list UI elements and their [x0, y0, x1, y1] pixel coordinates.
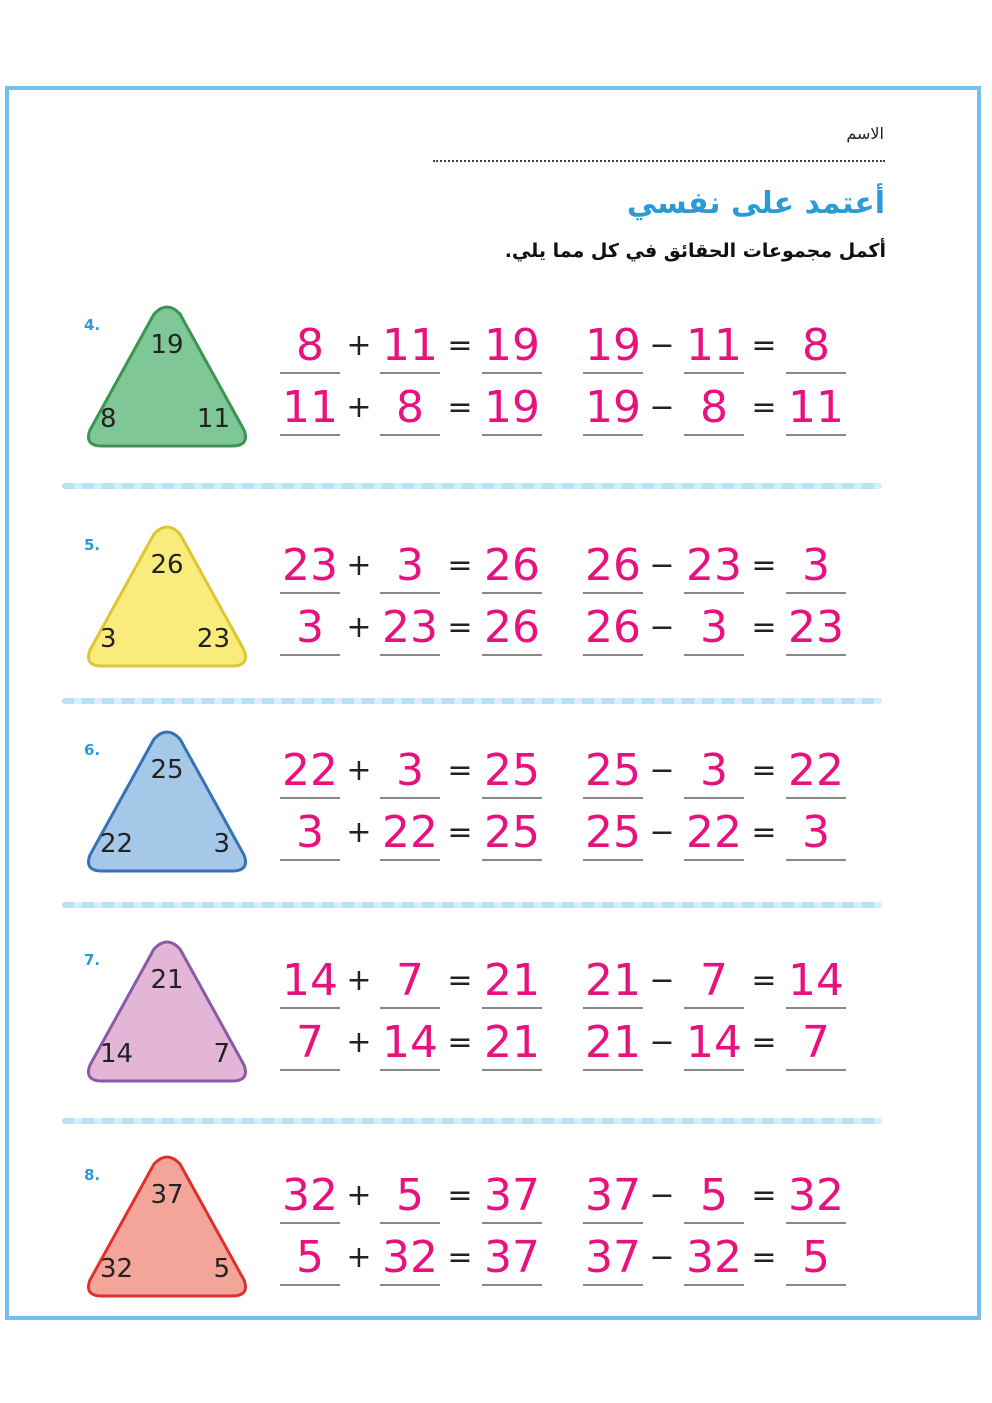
answer-blank[interactable]: 5 [684, 1170, 744, 1224]
section-divider [62, 902, 882, 908]
triangle-right-number: 11 [196, 404, 230, 434]
operator-sign: − [649, 328, 675, 363]
answer-blank[interactable]: 21 [482, 955, 542, 1009]
equation-row [0, 1232, 992, 1290]
answer-blank[interactable]: 11 [380, 320, 440, 374]
answer-blank[interactable]: 8 [786, 320, 846, 374]
operator-sign: = [447, 815, 473, 850]
equation-row [0, 807, 992, 865]
answer-blank[interactable]: 7 [280, 1017, 340, 1071]
operator-sign: − [649, 390, 675, 425]
answer-blank[interactable]: 32 [786, 1170, 846, 1224]
answer-blank[interactable]: 8 [280, 320, 340, 374]
answer-blank[interactable]: 26 [482, 540, 542, 594]
answer-blank[interactable]: 19 [583, 382, 643, 436]
answer-blank[interactable]: 21 [583, 1017, 643, 1071]
triangle-left-number: 3 [100, 624, 117, 654]
answer-blank[interactable]: 8 [684, 382, 744, 436]
triangle-left-number: 8 [100, 404, 117, 434]
section-divider [62, 1118, 882, 1124]
operator-sign: + [346, 610, 372, 645]
answer-blank[interactable]: 37 [583, 1232, 643, 1286]
operator-sign: − [649, 1025, 675, 1060]
section-divider [62, 698, 882, 704]
operator-sign: − [649, 753, 675, 788]
problem-number: 5. [84, 536, 101, 554]
operator-sign: = [751, 548, 777, 583]
problem-number: 4. [84, 316, 101, 334]
answer-blank[interactable]: 3 [380, 540, 440, 594]
operator-sign: = [751, 963, 777, 998]
operator-sign: = [447, 1025, 473, 1060]
triangle-left-number: 32 [100, 1254, 134, 1284]
operator-sign: − [649, 1240, 675, 1275]
operator-sign: = [751, 610, 777, 645]
answer-blank[interactable]: 11 [280, 382, 340, 436]
operator-sign: = [447, 963, 473, 998]
side-copyright-text [937, 955, 949, 1235]
name-label: الاسم [846, 124, 884, 143]
answer-blank[interactable]: 37 [583, 1170, 643, 1224]
answer-blank[interactable]: 5 [380, 1170, 440, 1224]
answer-blank[interactable]: 21 [482, 1017, 542, 1071]
triangle-right-number: 23 [196, 624, 230, 654]
answer-blank[interactable]: 37 [482, 1170, 542, 1224]
operator-sign: + [346, 753, 372, 788]
answer-blank[interactable]: 7 [380, 955, 440, 1009]
answer-blank[interactable]: 14 [684, 1017, 744, 1071]
operator-sign: + [346, 328, 372, 363]
answer-blank[interactable]: 8 [380, 382, 440, 436]
equation-row [0, 602, 992, 660]
answer-blank[interactable]: 22 [684, 807, 744, 861]
answer-blank[interactable]: 3 [380, 745, 440, 799]
section-divider [62, 483, 882, 489]
operator-sign: = [447, 1240, 473, 1275]
problem-number: 6. [84, 741, 101, 759]
operator-sign: = [751, 753, 777, 788]
equation-row [0, 1170, 992, 1228]
operator-sign: = [447, 610, 473, 645]
answer-blank[interactable]: 3 [786, 807, 846, 861]
answer-blank[interactable]: 26 [583, 540, 643, 594]
answer-blank[interactable]: 22 [280, 745, 340, 799]
name-field-line[interactable] [433, 160, 885, 162]
triangle-left-number: 22 [100, 829, 134, 859]
operator-sign: = [751, 390, 777, 425]
answer-blank[interactable]: 25 [583, 807, 643, 861]
operator-sign: + [346, 815, 372, 850]
answer-blank[interactable]: 7 [786, 1017, 846, 1071]
answer-blank[interactable]: 3 [280, 602, 340, 656]
answer-blank[interactable]: 22 [380, 807, 440, 861]
answer-blank[interactable]: 3 [684, 745, 744, 799]
answer-blank[interactable]: 5 [786, 1232, 846, 1286]
operator-sign: = [447, 1178, 473, 1213]
operator-sign: + [346, 1178, 372, 1213]
answer-blank[interactable]: 23 [280, 540, 340, 594]
operator-sign: + [346, 390, 372, 425]
triangle-top-number: 37 [150, 1180, 184, 1210]
answer-blank[interactable]: 19 [482, 382, 542, 436]
instruction-text: أكمل مجموعات الحقائق في كل مما يلي. [504, 240, 886, 262]
operator-sign: = [751, 328, 777, 363]
operator-sign: − [649, 548, 675, 583]
page-title: أعتمد على نفسي [626, 186, 885, 221]
answer-blank[interactable]: 19 [482, 320, 542, 374]
operator-sign: − [649, 963, 675, 998]
triangle-right-number: 7 [213, 1039, 230, 1069]
answer-blank[interactable]: 23 [684, 540, 744, 594]
answer-blank[interactable]: 25 [482, 807, 542, 861]
equation-row [0, 382, 992, 440]
answer-blank[interactable]: 32 [684, 1232, 744, 1286]
answer-blank[interactable]: 21 [583, 955, 643, 1009]
answer-blank[interactable]: 23 [380, 602, 440, 656]
operator-sign: = [447, 753, 473, 788]
equation-row [0, 745, 992, 803]
answer-blank[interactable]: 32 [380, 1232, 440, 1286]
problem-number: 7. [84, 951, 101, 969]
answer-blank[interactable]: 22 [786, 745, 846, 799]
answer-blank[interactable]: 37 [482, 1232, 542, 1286]
equation-row [0, 955, 992, 1013]
triangle-right-number: 3 [213, 829, 230, 859]
operator-sign: + [346, 548, 372, 583]
answer-blank[interactable]: 26 [482, 602, 542, 656]
operator-sign: = [447, 390, 473, 425]
equation-row [0, 320, 992, 378]
answer-blank[interactable]: 25 [583, 745, 643, 799]
equation-row [0, 1017, 992, 1075]
operator-sign: = [751, 1240, 777, 1275]
triangle-left-number: 14 [100, 1039, 134, 1069]
operator-sign: + [346, 1025, 372, 1060]
operator-sign: = [751, 815, 777, 850]
answer-blank[interactable]: 19 [583, 320, 643, 374]
problem-number: 8. [84, 1166, 101, 1184]
operator-sign: = [447, 548, 473, 583]
triangle-right-number: 5 [213, 1254, 230, 1284]
operator-sign: = [751, 1178, 777, 1213]
answer-blank[interactable]: 32 [280, 1170, 340, 1224]
equation-row [0, 540, 992, 598]
triangle-top-number: 25 [150, 755, 184, 785]
triangle-top-number: 19 [150, 330, 184, 360]
answer-blank[interactable]: 3 [280, 807, 340, 861]
answer-blank[interactable]: 11 [684, 320, 744, 374]
operator-sign: + [346, 1240, 372, 1275]
operator-sign: + [346, 963, 372, 998]
answer-blank[interactable]: 3 [786, 540, 846, 594]
answer-blank[interactable]: 14 [380, 1017, 440, 1071]
answer-blank[interactable]: 14 [280, 955, 340, 1009]
answer-blank[interactable]: 7 [684, 955, 744, 1009]
triangle-top-number: 21 [150, 965, 184, 995]
operator-sign: − [649, 1178, 675, 1213]
answer-blank[interactable]: 11 [786, 382, 846, 436]
answer-blank[interactable]: 26 [583, 602, 643, 656]
answer-blank[interactable]: 25 [482, 745, 542, 799]
operator-sign: = [447, 328, 473, 363]
operator-sign: − [649, 610, 675, 645]
answer-blank[interactable]: 5 [280, 1232, 340, 1286]
triangle-top-number: 26 [150, 550, 184, 580]
operator-sign: = [751, 1025, 777, 1060]
answer-blank[interactable]: 14 [786, 955, 846, 1009]
answer-blank[interactable]: 3 [684, 602, 744, 656]
answer-blank[interactable]: 23 [786, 602, 846, 656]
operator-sign: − [649, 815, 675, 850]
